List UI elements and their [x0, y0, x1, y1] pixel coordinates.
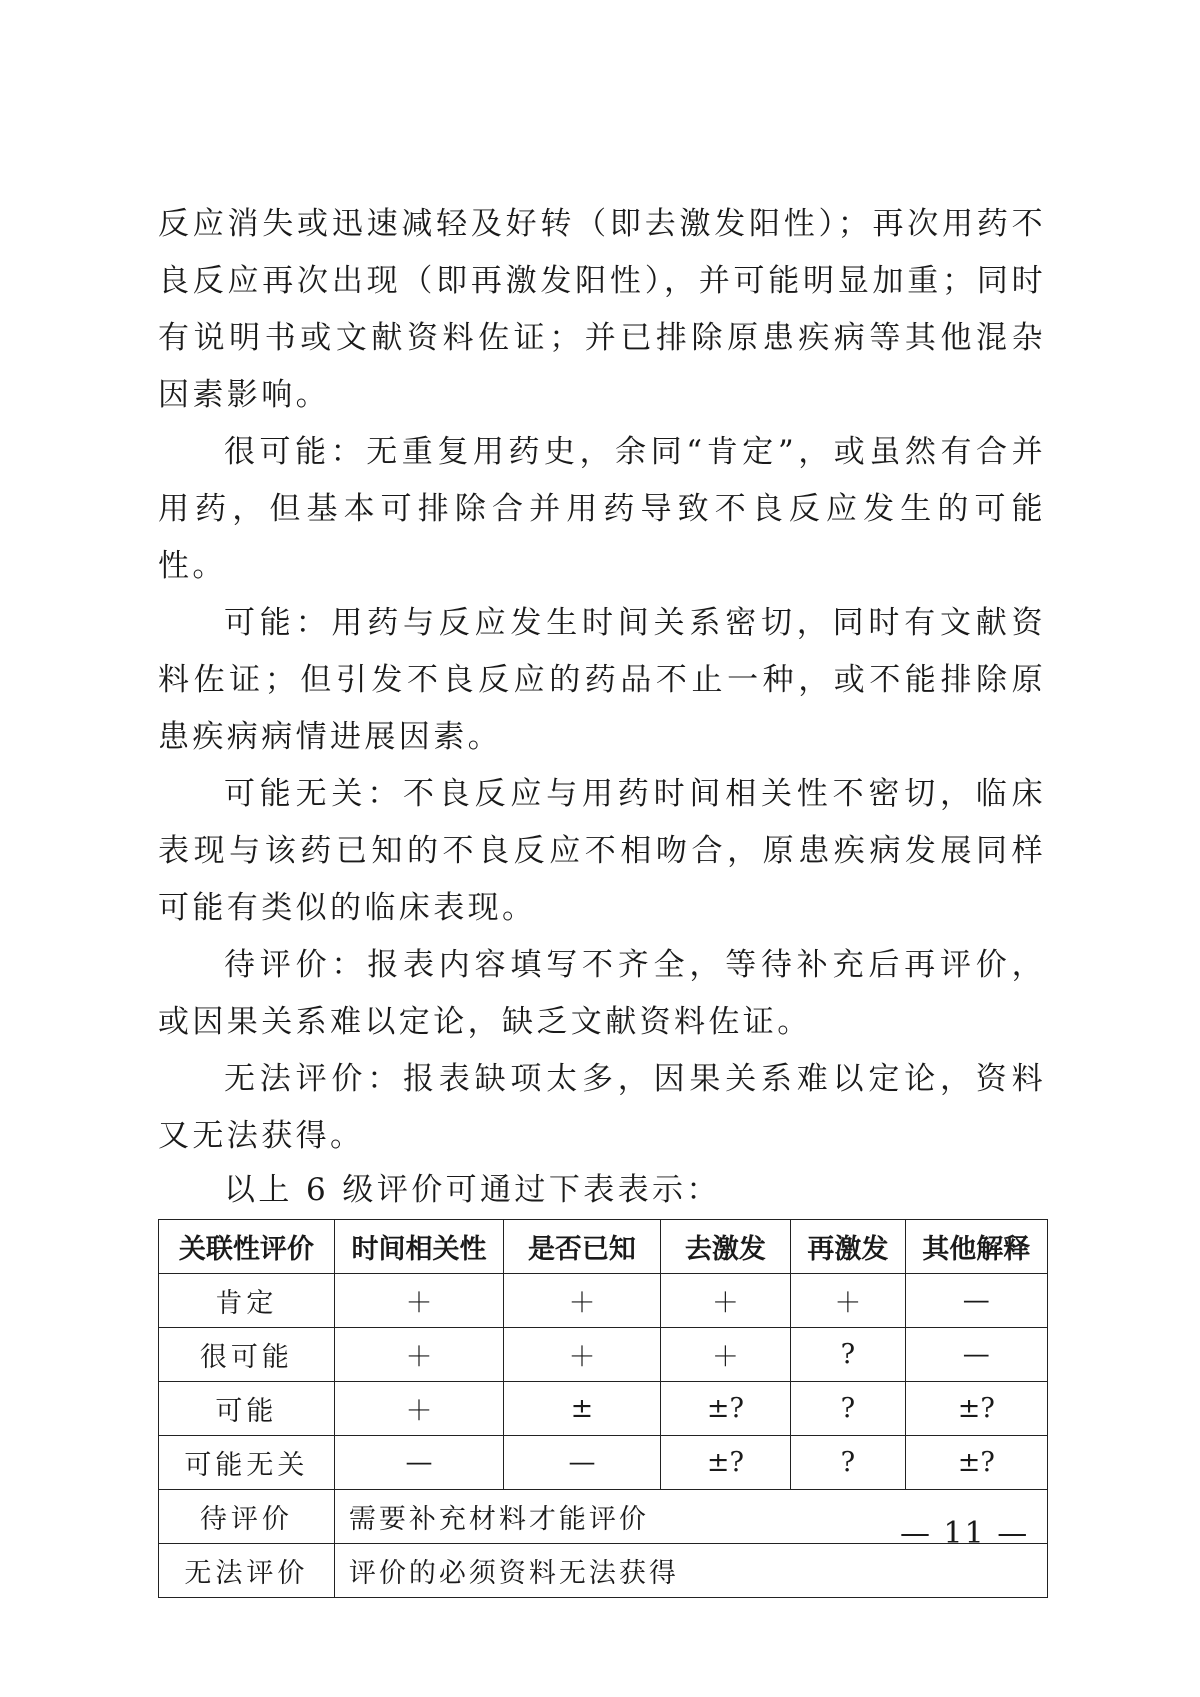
table-row — [159, 1544, 1048, 1598]
document-page — [158, 196, 1046, 1598]
body-text — [158, 196, 1046, 1165]
table-cell: ± — [504, 1382, 660, 1436]
table-intro: 以上 6 级评价可通过下表表示： — [224, 1172, 721, 1208]
table-cell: ＋ — [504, 1328, 660, 1382]
paragraph: 很可能：无重复用药史，余同“肯定”，或虽然有合并用药，但基本可排除合并用药导致不良反应发生的可能性。 — [158, 434, 1046, 584]
table-cell: ? — [791, 1382, 905, 1436]
table-cell: — — [504, 1436, 660, 1490]
row-label: 待评价 — [159, 1490, 335, 1544]
paragraph: 无法评价：报表缺项太多，因果关系难以定论，资料又无法获得。 — [158, 1061, 1046, 1154]
table-cell: ? — [791, 1436, 905, 1490]
paragraph: 可能：用药与反应发生时间关系密切，同时有文献资料佐证；但引发不良反应的药品不止一种，或不能排除原患疾病病情进展因素。 — [158, 605, 1046, 755]
table-cell: ＋ — [791, 1274, 905, 1328]
table-cell: ＋ — [504, 1274, 660, 1328]
paragraph: 反应消失或迅速减轻及好转（即去激发阳性）；再次用药不良反应再次出现（即再激发阳性），并可能明显加重；同时有说明书或文献资料佐证；并已排除原患疾病等其他混杂因素影响。 — [158, 206, 1046, 413]
table-cell: — — [905, 1274, 1047, 1328]
table-header-cell: 其他解释 — [905, 1220, 1047, 1274]
table-header-row — [159, 1220, 1048, 1274]
table-note-cell: 需要补充材料才能评价 — [334, 1490, 1047, 1544]
table-header-cell: 是否已知 — [504, 1220, 660, 1274]
table-cell: ? — [791, 1328, 905, 1382]
table-cell: ＋ — [334, 1382, 503, 1436]
table-cell: ＋ — [660, 1274, 791, 1328]
row-label: 可能无关 — [159, 1436, 335, 1490]
row-label: 无法评价 — [159, 1544, 335, 1598]
table-header-cell: 时间相关性 — [334, 1220, 503, 1274]
table-row — [159, 1436, 1048, 1490]
table-cell: ＋ — [334, 1328, 503, 1382]
table-row — [159, 1382, 1048, 1436]
paragraph: 可能无关：不良反应与用药时间相关性不密切，临床表现与该药已知的不良反应不相吻合，原患疾病发展同样可能有类似的临床表现。 — [158, 776, 1046, 926]
table-cell: ±? — [660, 1436, 791, 1490]
paragraph: 待评价：报表内容填写不齐全，等待补充后再评价，或因果关系难以定论，缺乏文献资料佐证。 — [158, 947, 1046, 1040]
row-label: 很可能 — [159, 1328, 335, 1382]
table-cell: ＋ — [660, 1328, 791, 1382]
table-cell: ±? — [660, 1382, 791, 1436]
table-cell: — — [905, 1328, 1047, 1382]
page-number: — 11 — — [900, 1516, 1030, 1551]
table-row — [159, 1328, 1048, 1382]
table-note-cell: 评价的必须资料无法获得 — [334, 1544, 1047, 1598]
row-label: 可能 — [159, 1382, 335, 1436]
table-cell: — — [334, 1436, 503, 1490]
table-header-cell: 再激发 — [791, 1220, 905, 1274]
table-row — [159, 1274, 1048, 1328]
table-header-cell: 关联性评价 — [159, 1220, 335, 1274]
table-cell: ±? — [905, 1436, 1047, 1490]
table-cell: ±? — [905, 1382, 1047, 1436]
table-header-cell: 去激发 — [660, 1220, 791, 1274]
row-label: 肯定 — [159, 1274, 335, 1328]
table-cell: ＋ — [334, 1274, 503, 1328]
